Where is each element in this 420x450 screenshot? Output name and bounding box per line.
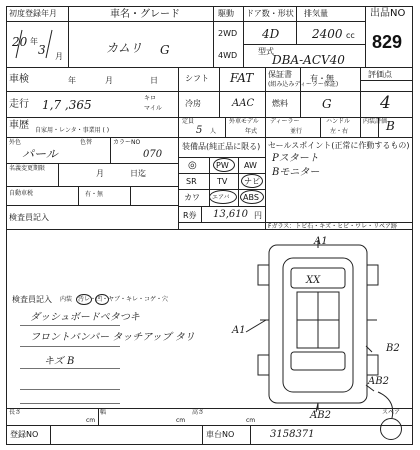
equipment-pw: PW [216,161,229,170]
grade-value: G [160,43,170,57]
reg-month-value: 3 [38,43,46,57]
height-unit: cm [246,417,256,424]
reg-month-unit: 月 [55,52,63,61]
drive-2wd: 2WD [218,29,238,38]
shift-value: FAT [230,71,254,85]
dealer-value: 並行 [290,128,303,135]
inspection-label: 車検 [9,74,29,85]
inspector-label: 検査員記入 [12,295,52,304]
chassis-number-label: 車台NO [206,430,235,439]
warranty-value: 有・無 [310,74,334,83]
displacement-unit: cc [346,31,355,40]
equipment-tv: TV [217,177,228,186]
exterior-model-year: 年式 [245,128,258,135]
interior-value: B [386,119,395,133]
equipment-navi: ナビ [244,177,260,186]
steering-value: 左・右 [330,128,349,135]
dirty-circle [76,294,92,305]
damage-marker-rear-right: AB2 [368,376,389,387]
mileage-value: 1,7 ,365 [42,98,92,112]
doors-label: ドア数・形状 [246,9,294,18]
damage-marker-left: A1 [232,325,246,336]
damage-marker-right: B2 [386,343,400,354]
transfer-day-label: 日迄 [130,169,146,178]
registration-number-label: 登録NO [10,430,39,439]
displacement-value: 2400 [312,27,343,41]
ac-value: AAC [232,98,255,109]
equipment-airbag-circle [209,190,237,204]
car-name: カムリ [106,41,143,55]
lot-number: 829 [372,32,403,52]
displacement-label: 排気量 [304,9,328,18]
reg-year-label: 初度登録年月 [9,9,57,18]
width-label: 幅 [100,409,107,416]
length-label: 長さ [9,409,22,416]
equipment-airbag: エアバ [212,194,230,201]
equipment-navi-circle [241,174,263,188]
dent-circle [95,294,109,305]
lot-label: 出品NO [370,8,406,19]
glass-legend: Fガラス：トビ石・キズ・ヒビ・ワレ・リペア跡 [268,223,398,230]
tax-value: 有・無 [85,191,104,198]
score-label: 評価点 [368,70,392,79]
color-code-value: 070 [143,149,163,160]
notes-header: 検査員記入 [9,213,49,222]
inspector-note: フロントバンパー タッチアップ タリ [30,332,195,343]
exterior-color-label: 外色 [9,139,22,146]
equipment-abs: ABS [243,193,259,202]
length-unit: cm [86,417,96,424]
interior-label: 内装評価 [363,118,388,125]
doors-value: 4D [262,27,280,41]
history-options: 自家用・レンタ・事業用 ( ) [35,127,110,134]
inspection-month: 月 [105,76,113,85]
inspection-day: 日 [150,76,158,85]
dealer-label: ディーラー [270,118,300,125]
color-replaced-label: 色替 [80,139,93,146]
model-value: DBA-ACV40 [272,53,345,67]
height-label: 高さ [192,409,205,416]
sales-points-label: セールスポイント(正常に作動するもの) [268,141,410,150]
fuel-value: G [322,97,332,111]
shift-label: シフト [185,74,209,83]
damage-marker-top: A1 [314,236,328,247]
capacity-value: 5 [196,125,203,136]
recycle-value: 13,610 [213,209,248,220]
equipment-title: 装備品(純正品に限る) [182,142,261,151]
reg-year-unit: 年 [30,37,38,46]
tax-label: 自動車税 [9,190,34,197]
recycle-unit: 円 [254,211,262,220]
score-value: 4 [380,93,391,113]
damage-marker-rear: AB2 [310,410,331,421]
interior-condition-label: 内装 [60,296,73,303]
color-code-label: カラーNO [113,139,141,146]
equipment-aircon: ◎ [188,160,197,171]
equipment-abs-circle [240,190,264,204]
exterior-color-value: パール [22,147,58,161]
capacity-label: 定員 [182,118,195,125]
mileage-unit-mile: マイル [144,105,162,112]
equipment-leather: カワ [184,193,200,202]
history-label: 車歴 [9,120,29,131]
warranty-note: (組み込みディーラー保証) [268,81,339,88]
steering-label: ハンドル [326,118,351,125]
ac-label: 冷房 [185,99,201,108]
mileage-label: 走行 [9,99,29,110]
spare-tire-label: スペア [382,409,401,416]
sales-point-line: Pスタート [272,153,319,164]
transfer-month-label: 月 [96,169,104,178]
reg-year-value: 20 [12,35,28,49]
damage-marker-hood: XX [306,275,321,286]
exterior-model-label: 外車モデル [229,118,259,125]
equipment-aw: AW [244,161,257,170]
drive-4wd: 4WD [218,51,238,60]
interior-condition-items: 汚レ・凹・ヤブ・キレ・コゲ・穴 [78,296,168,303]
drive-label: 駆動 [218,9,234,18]
equipment-pw-circle [213,158,235,172]
inspector-note: キズ B [44,356,75,367]
chassis-number-value: 3158371 [270,429,315,440]
inspector-note: ダッシュボードペタつキ [30,312,140,323]
model-label: 型式 [258,47,274,56]
recycle-label: R券 [183,211,197,220]
warranty-label: 保証書 [268,70,292,79]
width-unit: cm [176,417,186,424]
inspection-year: 年 [68,76,76,85]
spare-tire-icon [380,418,402,440]
name-grade-label: 車名・グレード [110,9,180,20]
capacity-unit: 人 [210,128,217,135]
equipment-sr: SR [186,177,197,186]
fuel-label: 燃料 [272,99,288,108]
car-diagram [246,240,393,418]
mileage-unit-km: キロ [144,95,157,102]
transfer-deadline-label: 名義変更期限 [9,165,46,172]
sales-point-line: Bモニター [272,167,320,178]
